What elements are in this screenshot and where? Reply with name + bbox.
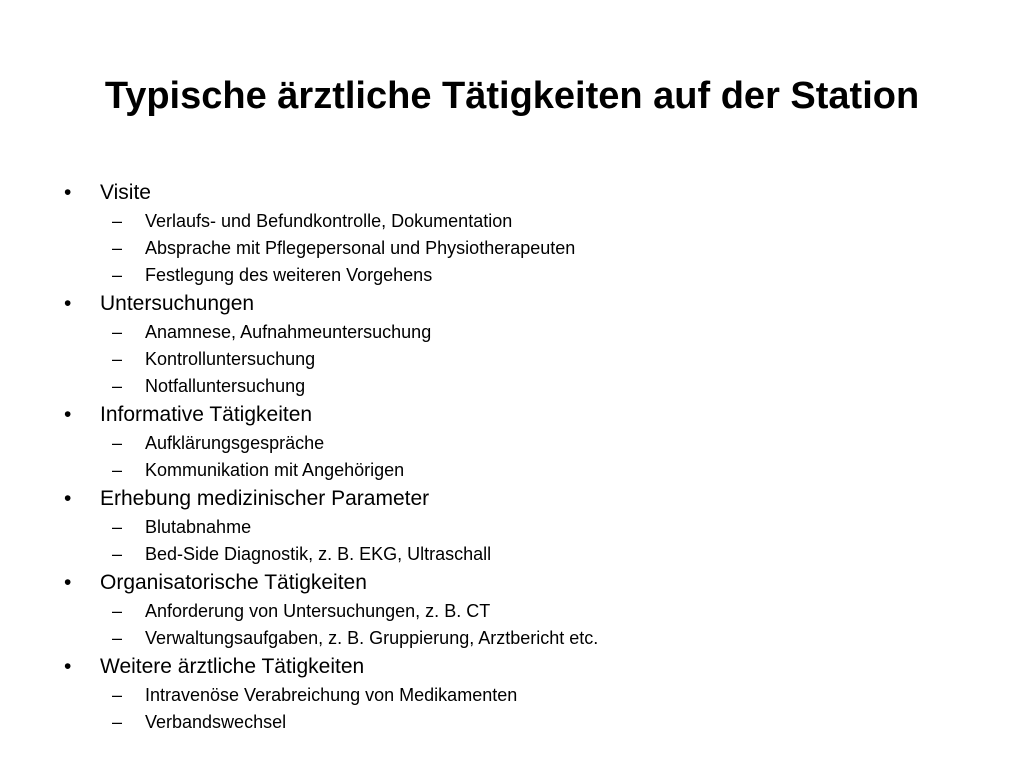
bullet-marker: • [64, 292, 72, 315]
sub-bullet-text: Anamnese, Aufnahmeuntersuchung [145, 322, 432, 342]
sub-bullet-item [64, 457, 964, 484]
bullet-item [64, 568, 964, 598]
sub-bullet-marker: – [112, 685, 123, 705]
sub-bullet-marker: – [112, 544, 123, 564]
sub-bullet-text: Verlaufs- und Befundkontrolle, Dokumentation [145, 211, 513, 231]
bullet-text: Visite [100, 181, 151, 204]
sub-bullet-item [64, 208, 964, 235]
sub-bullet-item [64, 541, 964, 568]
sub-bullet-marker: – [112, 211, 123, 231]
bullet-marker: • [64, 571, 72, 594]
bullet-item [64, 289, 964, 319]
sub-bullet-text: Verwaltungsaufgaben, z. B. Gruppierung, Arztbericht etc. [145, 628, 599, 648]
bullet-text: Erhebung medizinischer Parameter [100, 487, 430, 510]
sub-bullet-item [64, 598, 964, 625]
sub-bullet-text: Absprache mit Pflegepersonal und Physiotherapeuten [145, 238, 576, 258]
sub-bullet-text: Verbandswechsel [145, 712, 287, 732]
slide-title: Typische ärztliche Tätigkeiten auf der Station [104, 75, 920, 117]
bullet-item [64, 178, 964, 208]
sub-bullet-marker: – [112, 601, 123, 621]
sub-bullet-text: Kommunikation mit Angehörigen [145, 460, 405, 480]
sub-bullet-text: Festlegung des weiteren Vorgehens [145, 265, 433, 285]
bullet-text: Organisatorische Tätigkeiten [100, 571, 367, 594]
sub-bullet-text: Blutabnahme [145, 517, 252, 537]
bullet-marker: • [64, 403, 72, 426]
bullet-marker: • [64, 655, 72, 678]
sub-bullet-text: Bed-Side Diagnostik, z. B. EKG, Ultraschall [145, 544, 492, 564]
bullet-text: Informative Tätigkeiten [100, 403, 313, 426]
bullet-item [64, 652, 964, 682]
bullet-text: Untersuchungen [100, 292, 255, 315]
bullet-marker: • [64, 487, 72, 510]
sub-bullet-item [64, 709, 964, 736]
sub-bullet-item [64, 514, 964, 541]
sub-bullet-item [64, 319, 964, 346]
sub-bullet-text: Intravenöse Verabreichung von Medikamenten [145, 685, 518, 705]
sub-bullet-marker: – [112, 517, 123, 537]
bullet-item [64, 484, 964, 514]
sub-bullet-item [64, 346, 964, 373]
sub-bullet-text: Kontrolluntersuchung [145, 349, 316, 369]
sub-bullet-item [64, 235, 964, 262]
bullet-item [64, 400, 964, 430]
sub-bullet-item [64, 262, 964, 289]
sub-bullet-marker: – [112, 265, 123, 285]
sub-bullet-marker: – [112, 349, 123, 369]
bullet-marker: • [64, 181, 72, 204]
sub-bullet-item [64, 682, 964, 709]
sub-bullet-marker: – [112, 712, 123, 732]
sub-bullet-text: Aufklärungsgespräche [145, 433, 325, 453]
sub-bullet-marker: – [112, 376, 123, 396]
sub-bullet-marker: – [112, 628, 123, 648]
sub-bullet-marker: – [112, 433, 123, 453]
sub-bullet-item [64, 430, 964, 457]
sub-bullet-text: Anforderung von Untersuchungen, z. B. CT [145, 601, 491, 621]
sub-bullet-item [64, 373, 964, 400]
bullet-list [64, 178, 964, 736]
sub-bullet-item [64, 625, 964, 652]
sub-bullet-marker: – [112, 460, 123, 480]
bullet-text: Weitere ärztliche Tätigkeiten [100, 655, 365, 678]
sub-bullet-marker: – [112, 238, 123, 258]
sub-bullet-text: Notfalluntersuchung [145, 376, 306, 396]
sub-bullet-marker: – [112, 322, 123, 342]
